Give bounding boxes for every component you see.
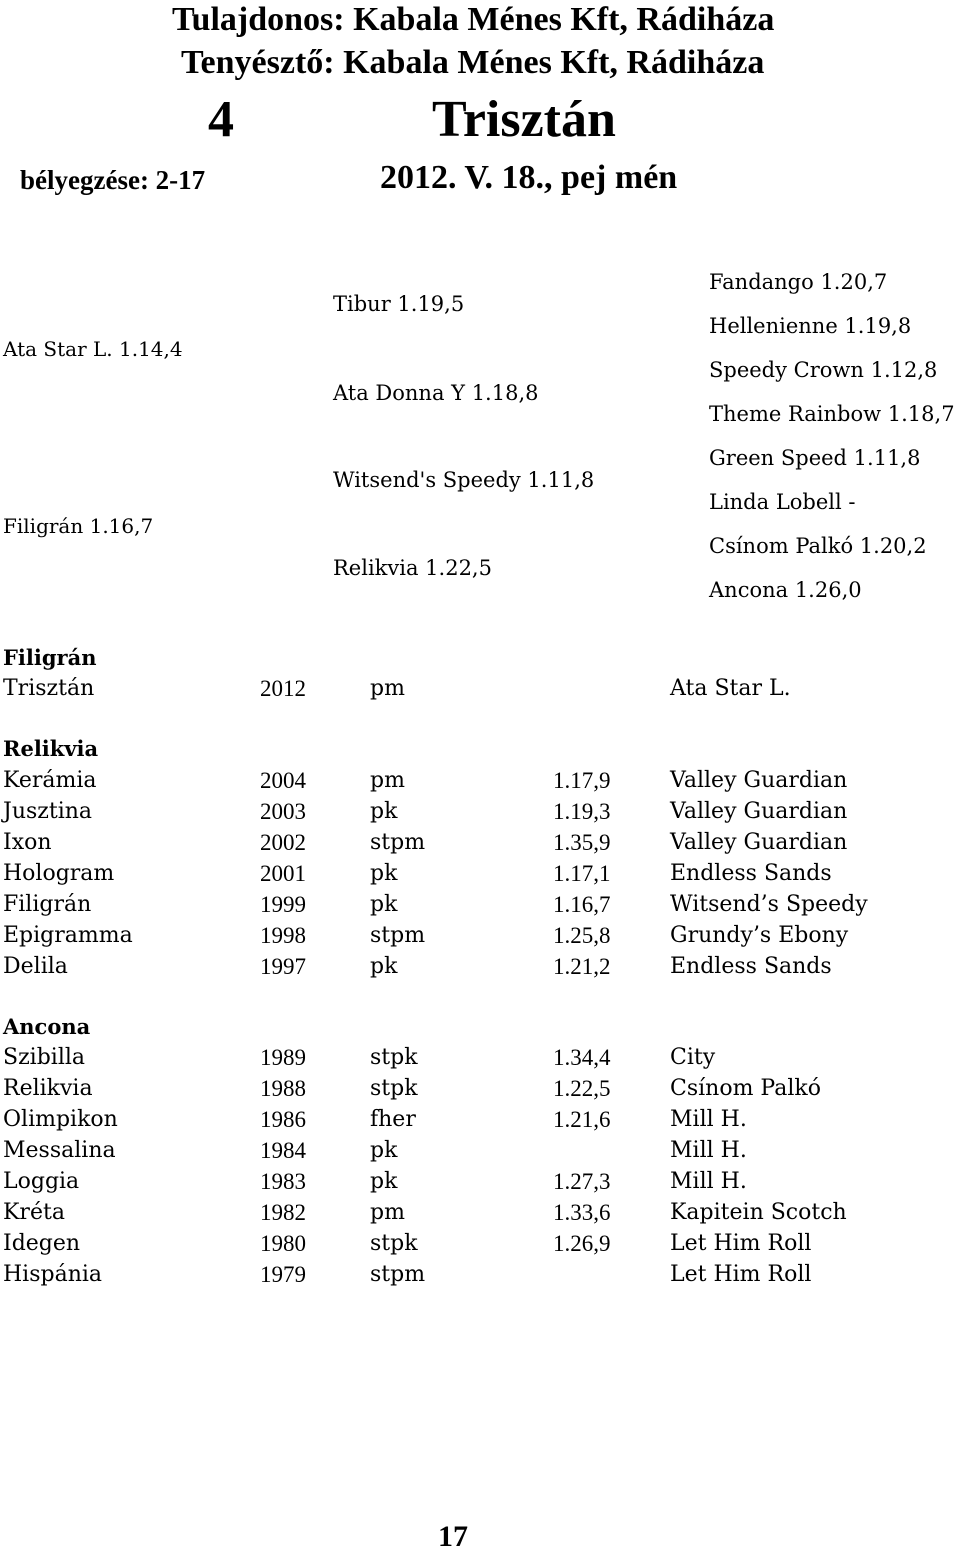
page-number: 17: [438, 1520, 468, 1553]
offspring-name: Kerámia: [3, 768, 97, 793]
offspring-name: Hispánia: [3, 1262, 103, 1287]
table-row: [0, 1104, 960, 1135]
offspring-sire: Mill H.: [670, 1107, 747, 1132]
offspring-time: 1.34,4: [553, 1045, 611, 1070]
offspring-year: 1999: [260, 892, 306, 917]
offspring-year: 1979: [260, 1262, 306, 1287]
offspring-sex: pk: [370, 861, 398, 886]
offspring-name: Epigramma: [3, 923, 133, 948]
table-row: [0, 827, 960, 858]
offspring-year: 1983: [260, 1169, 306, 1194]
offspring-sire: Mill H.: [670, 1169, 747, 1194]
offspring-name: Ixon: [3, 830, 52, 855]
table-row: [0, 1166, 960, 1197]
offspring-name: Filigrán: [3, 892, 92, 917]
section-title: Filigrán: [3, 645, 97, 670]
section-title: Ancona: [3, 1014, 91, 1039]
offspring-sex: stpk: [370, 1076, 418, 1101]
offspring-sire: City: [670, 1045, 716, 1070]
birth-info: 2012. V. 18., pej mén: [380, 159, 678, 196]
offspring-name: Trisztán: [3, 676, 95, 701]
offspring-name: Hologram: [3, 861, 115, 886]
offspring-sex: stpm: [370, 1262, 426, 1287]
offspring-name: Jusztina: [3, 799, 93, 824]
table-row: [0, 673, 960, 704]
table-row: [0, 1197, 960, 1228]
offspring-year: 1980: [260, 1231, 306, 1256]
offspring-sire: Grundy’s Ebony: [670, 923, 849, 948]
breeder-line: Tenyésztő: Kabala Ménes Kft, Rádiháza: [181, 44, 765, 81]
offspring-year: 1984: [260, 1138, 306, 1163]
offspring-time: 1.17,1: [553, 861, 611, 886]
offspring-sire: Valley Guardian: [670, 768, 848, 793]
offspring-name: Idegen: [3, 1231, 81, 1256]
offspring-sire: Mill H.: [670, 1138, 747, 1163]
table-row: [0, 920, 960, 951]
pedigree-gen3-item: Ancona 1.26,0: [709, 578, 862, 602]
pedigree-gen3-item: Linda Lobell -: [709, 490, 856, 514]
offspring-sire: Csínom Palkó: [670, 1076, 821, 1101]
pedigree-dam: Filigrán 1.16,7: [3, 514, 154, 538]
offspring-year: 2004: [260, 768, 306, 793]
pedigree-gen3-item: Theme Rainbow 1.18,7: [709, 402, 955, 426]
offspring-year: 2003: [260, 799, 306, 824]
offspring-year: 1998: [260, 923, 306, 948]
stamp-label: bélyegzése: 2-17: [20, 165, 206, 195]
offspring-sex: pk: [370, 892, 398, 917]
offspring-sire: Endless Sands: [670, 954, 832, 979]
offspring-year: 1988: [260, 1076, 306, 1101]
offspring-time: 1.19,3: [553, 799, 611, 824]
offspring-sex: stpm: [370, 830, 426, 855]
offspring-time: 1.16,7: [553, 892, 611, 917]
offspring-sire: Witsend’s Speedy: [670, 892, 868, 917]
offspring-time: 1.26,9: [553, 1231, 611, 1256]
offspring-year: 2012: [260, 676, 306, 701]
offspring-sire: Valley Guardian: [670, 830, 848, 855]
pedigree-gen3-item: Green Speed 1.11,8: [709, 446, 921, 470]
offspring-name: Loggia: [3, 1169, 80, 1194]
offspring-time: 1.21,6: [553, 1107, 611, 1132]
offspring-name: Delila: [3, 954, 68, 979]
table-row: [0, 1259, 960, 1290]
offspring-year: 2002: [260, 830, 306, 855]
offspring-time: 1.21,2: [553, 954, 611, 979]
offspring-sex: stpm: [370, 923, 426, 948]
offspring-sire: Endless Sands: [670, 861, 832, 886]
pedigree-gen3-item: Csínom Palkó 1.20,2: [709, 534, 927, 558]
pedigree-gen2-item: Witsend's Speedy 1.11,8: [333, 468, 595, 492]
offspring-name: Olimpikon: [3, 1107, 118, 1132]
offspring-year: 1982: [260, 1200, 306, 1225]
offspring-time: 1.25,8: [553, 923, 611, 948]
offspring-sex: pk: [370, 954, 398, 979]
offspring-name: Szibilla: [3, 1045, 86, 1070]
pedigree-gen2-item: Ata Donna Y 1.18,8: [333, 381, 539, 405]
table-row: [0, 858, 960, 889]
offspring-sire: Let Him Roll: [670, 1231, 812, 1256]
offspring-time: 1.27,3: [553, 1169, 611, 1194]
offspring-name: Kréta: [3, 1200, 65, 1225]
offspring-sex: pk: [370, 1169, 398, 1194]
offspring-sex: stpk: [370, 1045, 418, 1070]
offspring-sex: pk: [370, 1138, 398, 1163]
offspring-sire: Kapitein Scotch: [670, 1200, 847, 1225]
catalog-number: 4: [208, 91, 234, 148]
offspring-year: 2001: [260, 861, 306, 886]
table-row: [0, 889, 960, 920]
offspring-sex: pm: [370, 676, 405, 701]
offspring-time: 1.22,5: [553, 1076, 611, 1101]
offspring-sex: fher: [370, 1107, 416, 1132]
offspring-year: 1986: [260, 1107, 306, 1132]
pedigree-gen3-item: Hellenienne 1.19,8: [709, 314, 912, 338]
table-row: [0, 951, 960, 982]
offspring-sire: Valley Guardian: [670, 799, 848, 824]
offspring-sex: pm: [370, 768, 405, 793]
table-row: [0, 1042, 960, 1073]
offspring-sex: pm: [370, 1200, 405, 1225]
pedigree-sire: Ata Star L. 1.14,4: [3, 337, 183, 361]
offspring-sex: stpk: [370, 1231, 418, 1256]
offspring-year: 1997: [260, 954, 306, 979]
table-row: [0, 1135, 960, 1166]
offspring-time: 1.35,9: [553, 830, 611, 855]
table-row: [0, 796, 960, 827]
table-row: [0, 765, 960, 796]
pedigree-gen3-item: Speedy Crown 1.12,8: [709, 358, 938, 382]
pedigree-gen2-item: Relikvia 1.22,5: [333, 556, 492, 580]
pedigree-gen2-item: Tibur 1.19,5: [333, 292, 465, 316]
table-row: [0, 1073, 960, 1104]
offspring-sex: pk: [370, 799, 398, 824]
table-row: [0, 1228, 960, 1259]
offspring-sire: Let Him Roll: [670, 1262, 812, 1287]
horse-name: Trisztán: [432, 91, 616, 148]
offspring-name: Relikvia: [3, 1076, 93, 1101]
offspring-time: 1.17,9: [553, 768, 611, 793]
offspring-sire: Ata Star L.: [670, 676, 791, 701]
section-title: Relikvia: [3, 736, 99, 761]
owner-line: Tulajdonos: Kabala Ménes Kft, Rádiháza: [172, 1, 775, 38]
pedigree-gen3-item: Fandango 1.20,7: [709, 270, 888, 294]
offspring-name: Messalina: [3, 1138, 116, 1163]
offspring-year: 1989: [260, 1045, 306, 1070]
offspring-time: 1.33,6: [553, 1200, 611, 1225]
